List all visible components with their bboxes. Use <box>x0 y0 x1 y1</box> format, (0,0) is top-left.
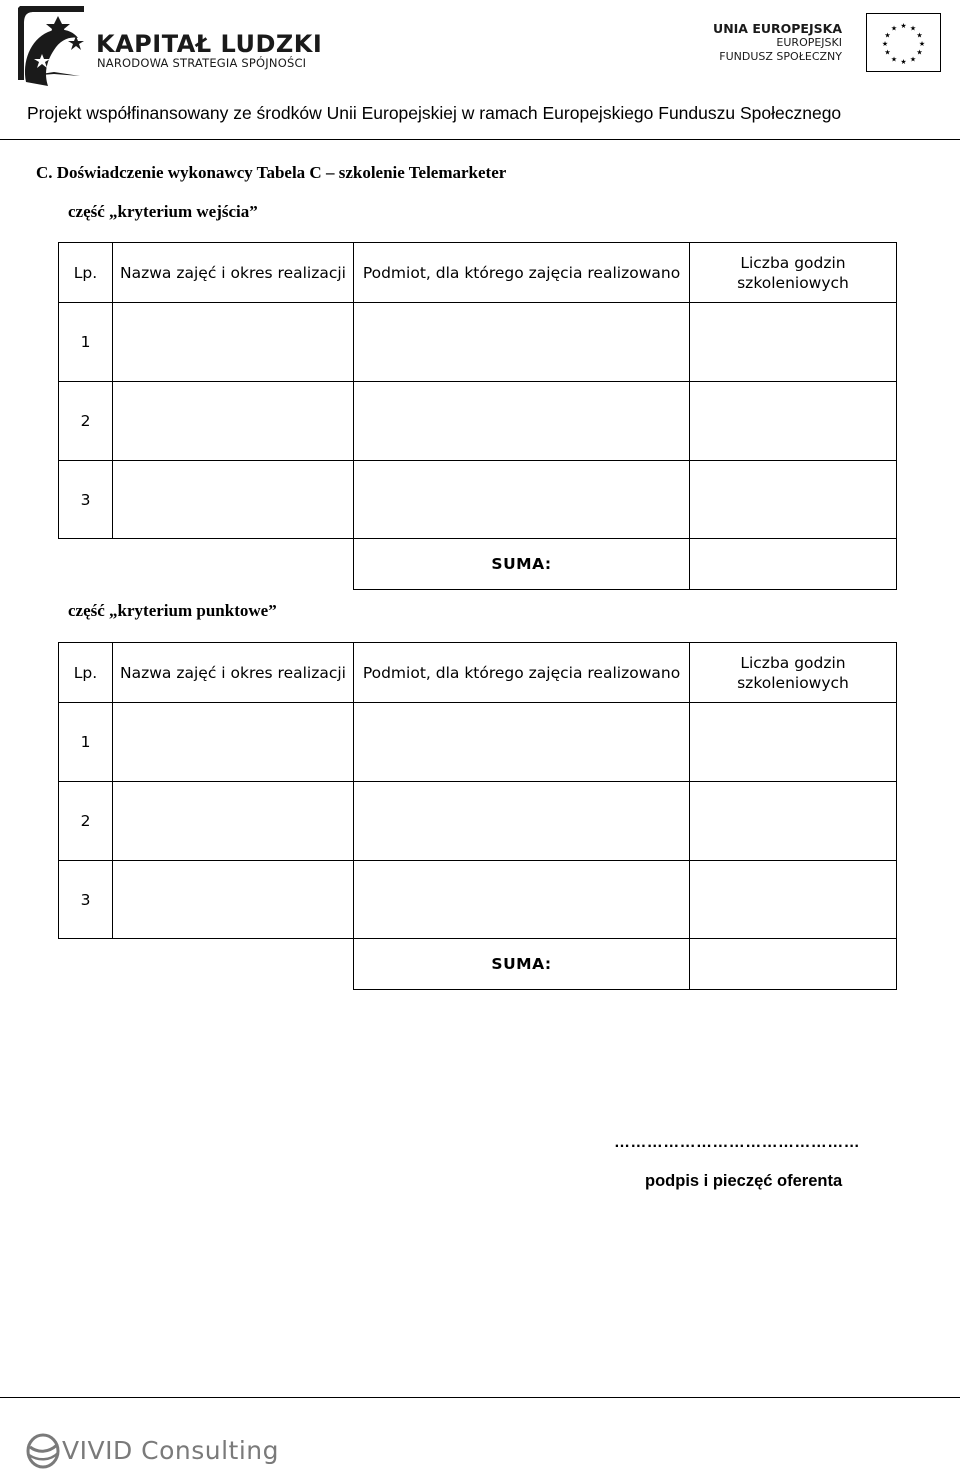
entity-cell[interactable] <box>354 703 690 782</box>
hours-cell[interactable] <box>690 782 897 861</box>
eu-flag-icon <box>866 13 941 72</box>
svg-text:★: ★ <box>909 55 917 64</box>
signature-label: podpis i pieczęć oferenta <box>645 1172 843 1190</box>
svg-text:★: ★ <box>916 48 923 57</box>
name-cell[interactable] <box>113 703 354 782</box>
table-header-row <box>59 643 897 703</box>
table-row <box>59 861 897 939</box>
table1-caption: część „kryterium wejścia” <box>68 202 258 221</box>
table2-caption: część „kryterium punktowe” <box>68 601 277 620</box>
col-hours: Liczba godzin szkoleniowych <box>690 643 897 703</box>
name-cell[interactable] <box>113 382 354 461</box>
col-entity: Podmiot, dla którego zajęcia realizowano <box>354 243 690 303</box>
table-row <box>59 461 897 539</box>
col-name: Nazwa zajęć i okres realizacji <box>113 643 354 703</box>
hours-cell[interactable] <box>690 382 897 461</box>
eu-line-1: UNIA EUROPEJSKA <box>713 21 842 36</box>
svg-text:★: ★ <box>884 48 891 57</box>
row-number: 2 <box>59 382 113 461</box>
row-number: 2 <box>59 782 113 861</box>
signature-line: ……………………………………… <box>614 1134 860 1151</box>
hours-cell[interactable] <box>690 861 897 939</box>
table-point-criterion <box>58 642 897 990</box>
sum-value-cell[interactable] <box>690 939 897 990</box>
sum-label: SUMA: <box>354 939 690 990</box>
footer-divider <box>0 1397 960 1398</box>
kapital-ludzki-subtitle: NARODOWA STRATEGIA SPÓJNOŚCI <box>97 56 307 70</box>
row-number: 3 <box>59 461 113 539</box>
sum-value-cell[interactable] <box>690 539 897 590</box>
table-header-row <box>59 243 897 303</box>
col-name: Nazwa zajęć i okres realizacji <box>113 243 354 303</box>
svg-text:★: ★ <box>881 40 889 48</box>
svg-text:★: ★ <box>890 24 898 33</box>
entity-cell[interactable] <box>354 861 690 939</box>
svg-text:★: ★ <box>909 24 917 33</box>
vivid-consulting-wordmark: VIVID Consulting <box>62 1436 280 1465</box>
table-row <box>59 782 897 861</box>
svg-text:★: ★ <box>900 22 907 30</box>
row-number: 1 <box>59 703 113 782</box>
table-row <box>59 303 897 382</box>
svg-text:★: ★ <box>916 31 923 40</box>
entity-cell[interactable] <box>354 461 690 539</box>
kapital-ludzki-logo-icon <box>14 2 94 90</box>
row-number: 3 <box>59 861 113 939</box>
table-row <box>59 703 897 782</box>
name-cell[interactable] <box>113 782 354 861</box>
col-lp: Lp. <box>59 243 113 303</box>
entity-cell[interactable] <box>354 303 690 382</box>
name-cell[interactable] <box>113 461 354 539</box>
kapital-ludzki-title: KAPITAŁ LUDZKI <box>96 30 323 58</box>
col-hours: Liczba godzin szkoleniowych <box>690 243 897 303</box>
eu-fund-text <box>713 21 842 64</box>
sum-row <box>59 539 897 590</box>
sum-row <box>59 939 897 990</box>
cofunding-statement: Projekt współfinansowany ze środków Unii Europejskiej w ramach Europejskiego Funduszu Społecznego <box>27 103 842 123</box>
eu-line-2: EUROPEJSKI <box>776 36 842 49</box>
sum-label: SUMA: <box>354 539 690 590</box>
svg-text:★: ★ <box>918 40 926 48</box>
eu-line-3: FUNDUSZ SPOŁECZNY <box>719 50 842 63</box>
col-entity: Podmiot, dla którego zajęcia realizowano <box>354 643 690 703</box>
hours-cell[interactable] <box>690 303 897 382</box>
svg-text:★: ★ <box>890 55 898 64</box>
entity-cell[interactable] <box>354 782 690 861</box>
col-lp: Lp. <box>59 643 113 703</box>
svg-text:★: ★ <box>884 31 891 40</box>
table-entry-criterion <box>58 242 897 590</box>
table-row <box>59 382 897 461</box>
vivid-consulting-logo-icon <box>26 1433 60 1469</box>
section-title: C. Doświadczenie wykonawcy Tabela C – szkolenie Telemarketer <box>36 163 507 182</box>
header-divider <box>0 139 960 140</box>
hours-cell[interactable] <box>690 461 897 539</box>
hours-cell[interactable] <box>690 703 897 782</box>
row-number: 1 <box>59 303 113 382</box>
name-cell[interactable] <box>113 303 354 382</box>
svg-text:★: ★ <box>900 58 907 66</box>
entity-cell[interactable] <box>354 382 690 461</box>
name-cell[interactable] <box>113 861 354 939</box>
